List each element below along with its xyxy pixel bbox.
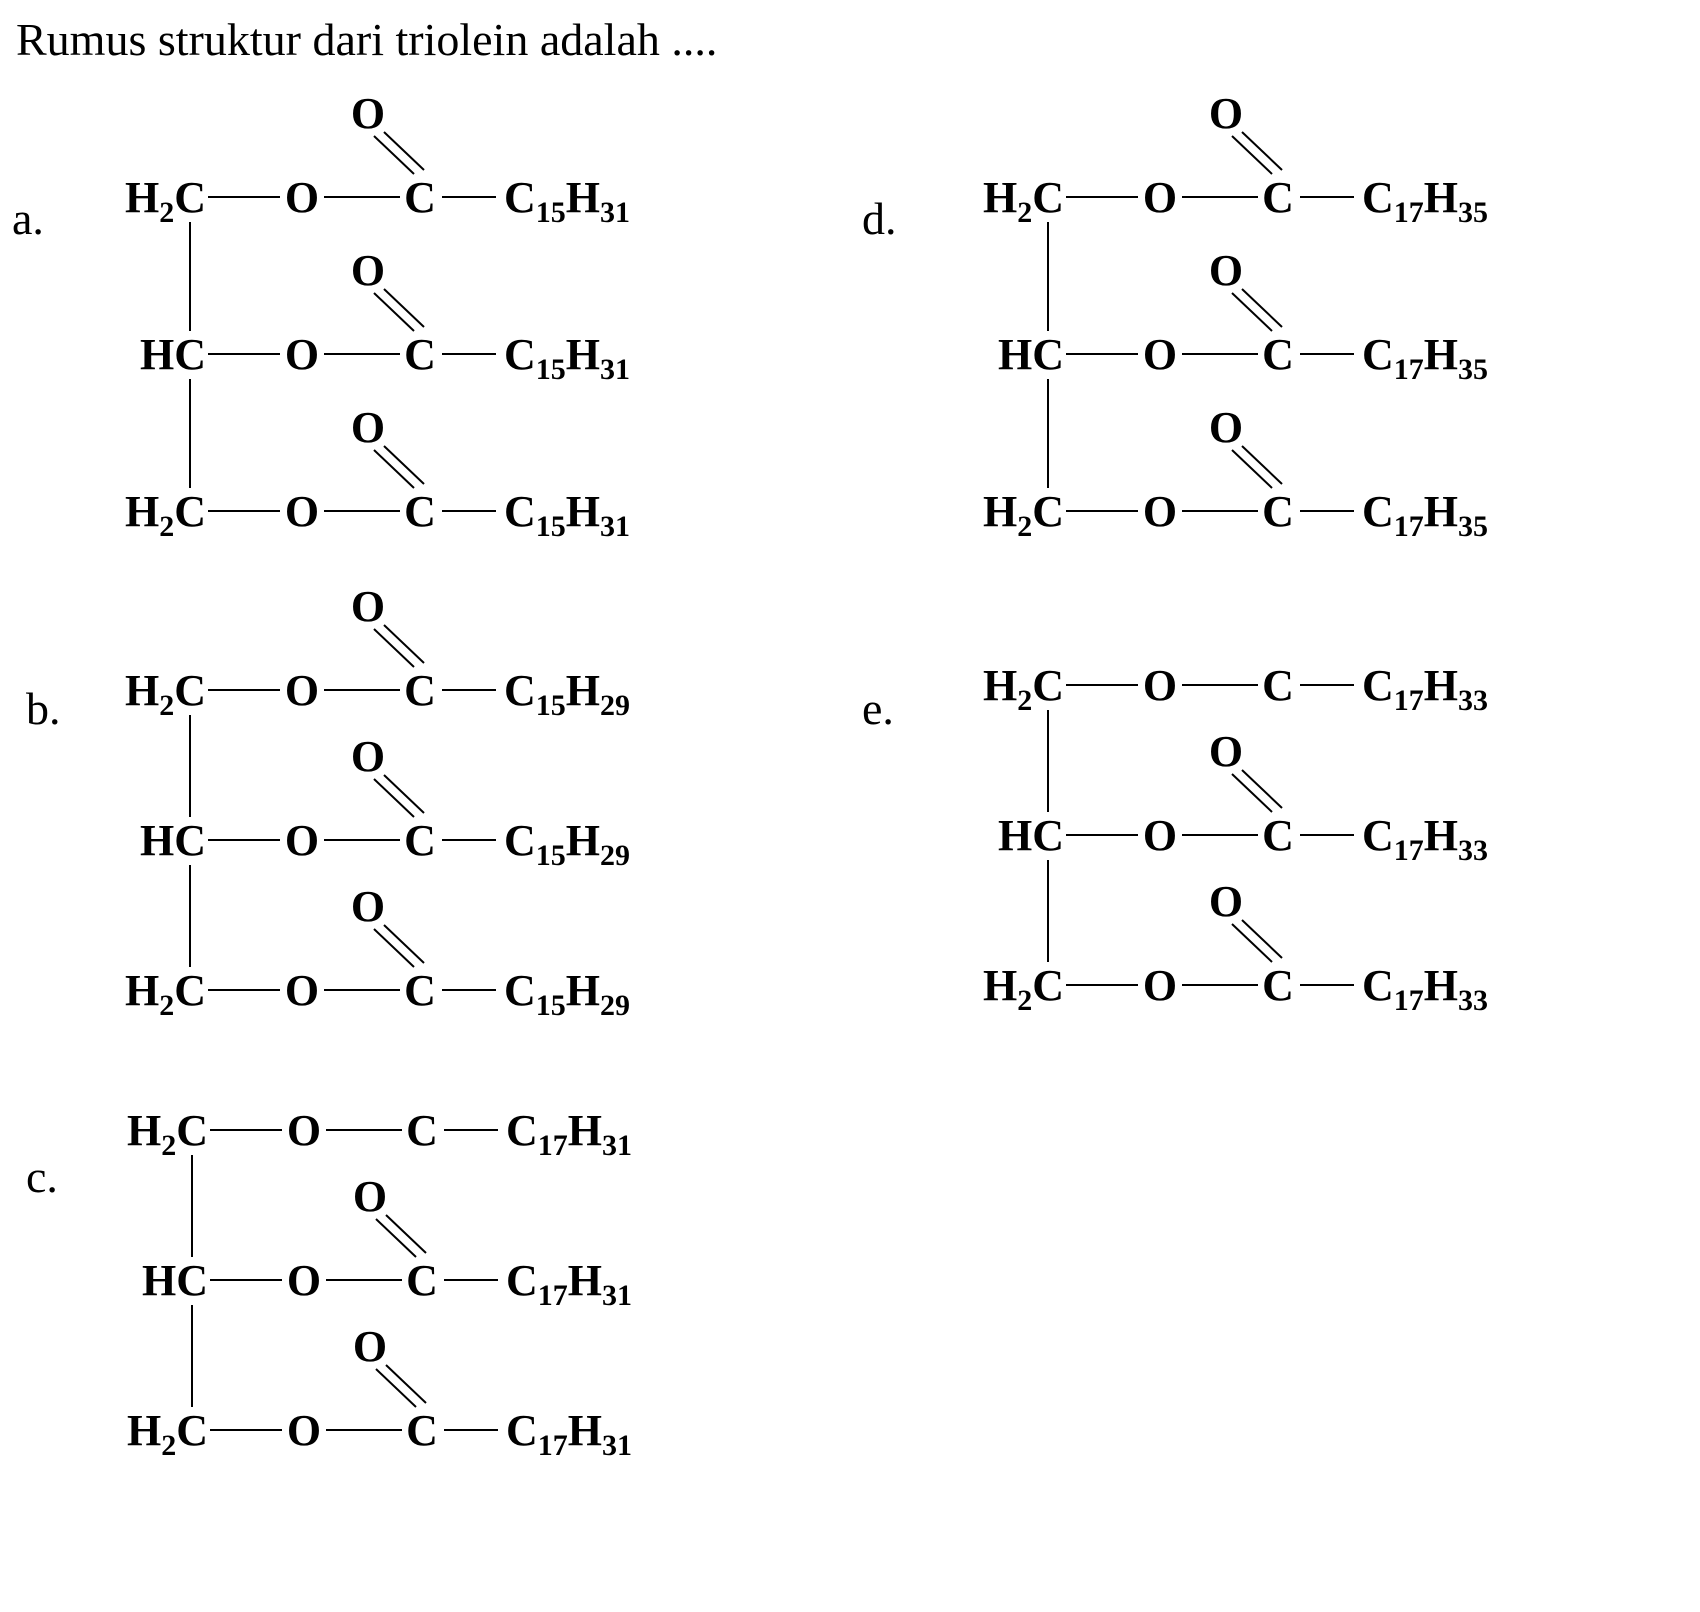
option-label-a[interactable]: a. — [12, 193, 44, 244]
ester-oxygen-c-1: O — [286, 1256, 322, 1305]
backbone-label-c-0: $H_2C$ — [126, 1106, 208, 1162]
backbone-label-b-0: $H_2C$ — [124, 666, 206, 722]
ester-oxygen-e-0: O — [1142, 661, 1178, 710]
carbonyl-carbon-b-0: C — [404, 666, 436, 715]
carbonyl-carbon-a-2: C — [404, 487, 436, 536]
acyl-chain-b-1: $C_{15}H_{29}$ — [504, 816, 631, 872]
carbonyl-carbon-d-1: C — [1262, 330, 1294, 379]
carbonyl-carbon-a-0: C — [404, 173, 436, 222]
structure-option-d — [983, 89, 1488, 543]
carbonyl-carbon-b-2: C — [404, 966, 436, 1015]
backbone-label-e-1: HC — [998, 811, 1064, 860]
backbone-label-b-2: $H_2C$ — [124, 966, 206, 1022]
ester-oxygen-a-1: O — [284, 330, 320, 379]
ester-oxygen-e-1: O — [1142, 811, 1178, 860]
option-label-b[interactable]: b. — [26, 683, 61, 734]
backbone-label-c-2: $H_2C$ — [126, 1406, 208, 1462]
ester-oxygen-d-0: O — [1142, 173, 1178, 222]
carbonyl-oxygen-b-1: O — [350, 732, 386, 781]
ester-oxygen-b-2: O — [284, 966, 320, 1015]
backbone-label-d-2: $H_2C$ — [982, 487, 1064, 543]
acyl-chain-d-1: $C_{17}H_{35}$ — [1362, 330, 1489, 386]
carbonyl-oxygen-a-2: O — [350, 403, 386, 452]
backbone-label-a-0: $H_2C$ — [124, 173, 206, 229]
carbonyl-oxygen-e-1: O — [1208, 727, 1244, 776]
ester-oxygen-a-2: O — [284, 487, 320, 536]
carbonyl-oxygen-d-0: O — [1208, 89, 1244, 138]
structure-option-e — [983, 661, 1488, 1017]
carbonyl-carbon-e-0: C — [1262, 661, 1294, 710]
carbonyl-oxygen-a-0: O — [350, 89, 386, 138]
option-label-e[interactable]: e. — [862, 683, 894, 734]
carbonyl-carbon-c-0: C — [406, 1106, 438, 1155]
carbonyl-carbon-d-2: C — [1262, 487, 1294, 536]
acyl-chain-e-0: $C_{17}H_{33}$ — [1362, 661, 1489, 717]
ester-oxygen-d-2: O — [1142, 487, 1178, 536]
backbone-label-e-0: $H_2C$ — [982, 661, 1064, 717]
backbone-label-a-2: $H_2C$ — [124, 487, 206, 543]
carbonyl-carbon-b-1: C — [404, 816, 436, 865]
carbonyl-carbon-c-2: C — [406, 1406, 438, 1455]
acyl-chain-b-0: $C_{15}H_{29}$ — [504, 666, 631, 722]
carbonyl-carbon-a-1: C — [404, 330, 436, 379]
acyl-chain-e-1: $C_{17}H_{33}$ — [1362, 811, 1489, 867]
ester-oxygen-e-2: O — [1142, 961, 1178, 1010]
structure-option-c — [127, 1106, 632, 1462]
backbone-label-b-1: HC — [140, 816, 206, 865]
ester-oxygen-c-2: O — [286, 1406, 322, 1455]
acyl-chain-a-1: $C_{15}H_{31}$ — [504, 330, 631, 386]
carbonyl-oxygen-b-2: O — [350, 882, 386, 931]
acyl-chain-c-0: $C_{17}H_{31}$ — [506, 1106, 633, 1162]
carbonyl-oxygen-e-2: O — [1208, 877, 1244, 926]
carbonyl-oxygen-c-2: O — [352, 1322, 388, 1371]
acyl-chain-c-1: $C_{17}H_{31}$ — [506, 1256, 633, 1312]
option-label-c[interactable]: c. — [26, 1151, 58, 1202]
backbone-label-e-2: $H_2C$ — [982, 961, 1064, 1017]
acyl-chain-e-2: $C_{17}H_{33}$ — [1362, 961, 1489, 1017]
acyl-chain-d-0: $C_{17}H_{35}$ — [1362, 173, 1489, 229]
ester-oxygen-b-0: O — [284, 666, 320, 715]
carbonyl-carbon-c-1: C — [406, 1256, 438, 1305]
acyl-chain-a-0: $C_{15}H_{31}$ — [504, 173, 631, 229]
structure-option-b — [125, 582, 630, 1022]
option-label-d[interactable]: d. — [862, 193, 897, 244]
structure-option-a — [125, 89, 630, 543]
carbonyl-oxygen-d-1: O — [1208, 246, 1244, 295]
carbonyl-oxygen-c-1: O — [352, 1172, 388, 1221]
backbone-label-d-1: HC — [998, 330, 1064, 379]
acyl-chain-c-2: $C_{17}H_{31}$ — [506, 1406, 633, 1462]
ester-oxygen-a-0: O — [284, 173, 320, 222]
question-text: Rumus struktur dari triolein adalah .... — [16, 14, 718, 65]
backbone-label-a-1: HC — [140, 330, 206, 379]
carbonyl-carbon-e-2: C — [1262, 961, 1294, 1010]
backbone-label-d-0: $H_2C$ — [982, 173, 1064, 229]
carbonyl-oxygen-d-2: O — [1208, 403, 1244, 452]
carbonyl-carbon-e-1: C — [1262, 811, 1294, 860]
acyl-chain-b-2: $C_{15}H_{29}$ — [504, 966, 631, 1022]
carbonyl-oxygen-b-0: O — [350, 582, 386, 631]
carbonyl-carbon-d-0: C — [1262, 173, 1294, 222]
acyl-chain-a-2: $C_{15}H_{31}$ — [504, 487, 631, 543]
acyl-chain-d-2: $C_{17}H_{35}$ — [1362, 487, 1489, 543]
ester-oxygen-b-1: O — [284, 816, 320, 865]
ester-oxygen-c-0: O — [286, 1106, 322, 1155]
ester-oxygen-d-1: O — [1142, 330, 1178, 379]
carbonyl-oxygen-a-1: O — [350, 246, 386, 295]
backbone-label-c-1: HC — [142, 1256, 208, 1305]
